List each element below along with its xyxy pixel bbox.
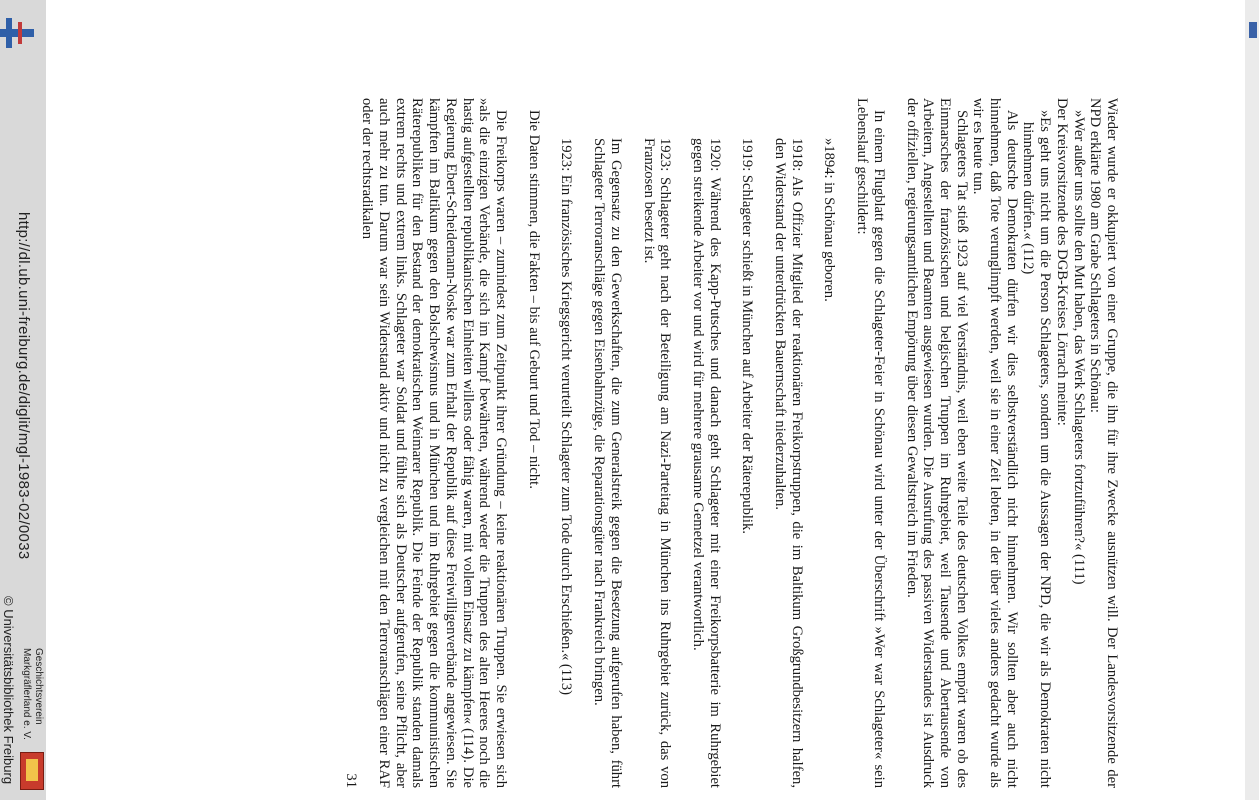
quote: »Es geht uns nicht um die Person Schlageters, sondern um die Aussagen der NPD, die wir als Demokraten nicht hinnehmen dürfen.« (112) [1020, 110, 1054, 788]
timeline-entry: 1920: Während des Kapp-Putsches und danach geht Schlageter mit einer Freikorpsbatterie im Ruhrgebiet gegen streikende Arbeiter vor und wird für mehrere grausame Gemetzel verantwortlich. [689, 138, 723, 788]
timeline-entry: 1923: Schlageter geht nach der Beteiligung am Nazi-Parteitag in München ins Ruhrgebiet zurück, das von Franzosen besetzt ist. [640, 138, 674, 788]
library-logo-fragment-icon [1249, 22, 1257, 38]
coat-of-arms-icon [20, 752, 44, 790]
timeline-entry: Im Gegensatz zu den Gewerkschaften, die zum Generalstreik gegen die Besetzung aufgerufen haben, führt Schlageter Terroranschläge gegen Eisenbahnzüge, die Reparationsgüter nach Frankreich bringen. [591, 138, 624, 788]
timeline-entry: »1894: in Schönau geboren. [821, 138, 838, 302]
scanner-margin-right [1245, 0, 1259, 800]
timeline-entry: 1918: Als Offizier Mitglied der reaktionären Freikorpstruppen, die im Baltikum Großgrundbesitzern halfen, den Widerstand der unterdrückten Bauernschaft niederzuhalten. [772, 138, 805, 788]
paragraph: Schlageters Tat stieß 1923 auf viel Verständnis, weil eben weite Teile des deutschen Volkes empört waren ob des Einmarsches der französischen und belgischen Truppen im Ruhrgebiet, weil Tausende und Abertausende von Arbeitern, Angestellten und Beamten ausgewiesen wurden. Die Ausrufung des passiven Widerstandes ist Ausdruck der offiziellen, regierungsamtlichen Empörung über diesen Gewaltstreich im Frieden. [903, 98, 970, 788]
paragraph: Die Daten stimmen, die Fakten – bis auf Geburt und Tod – nicht. [525, 110, 542, 489]
scanned-book-page [80, 98, 1120, 788]
timeline-entry: 1923: Ein französisches Kriegsgericht verurteilt Schlageter zum Tode durch Erschießen.« (113) [558, 138, 575, 696]
society-name-line1: Geschichtsverein [33, 648, 44, 725]
paragraph: Wieder wurde er okkupiert von einer Gruppe, die ihn für ihre Zwecke ausnützen will. Der Landesvorsitzende der NPD erklärte 1980 am Grabe Schlageters in Schönau: [1087, 98, 1120, 788]
society-name-line2: Markgräflerland e. V. [21, 648, 32, 740]
paragraph: Als deutsche Demokraten dürfen wir dies selbstverständlich nicht hinnehmen. Wir sollten aber auch nicht hinnehmen, daß Tote verunglimpft werden, weil sie in einer Zeit lebten, in der über vieles anders gedacht wurde als wir es heute tun. [970, 98, 1020, 788]
digital-library-url[interactable]: http://dl.ub.uni-freiburg.de/diglit/mgl-1983-02/0033 [15, 212, 32, 560]
page-number: 31 [342, 773, 359, 788]
paragraph: Die Freikorps waren – zumindest zum Zeitpunkt ihrer Gründung – keine reaktionären Truppen. Sie erwiesen sich »als die einzigen Verbände, die sich im Kampf bewährten, während weder die Truppen des alten Heeres noch die hastig aufgestellten republikanischen Einheiten willens oder fähig waren, mit vollem Einsatz zu kämpfen« (114). Die Regierung Ebert-Scheidemann-Noske war zum Erhalt der Republik auf diese Freiwilligenverbände angewiesen. Sie kämpften im Baltikum gegen den Bolschewismus und in München und im Ruhrgebiet gegen die kommunistischen Räterepubliken für den Bestand der demokratischen Weimarer Republik. Die Feinde der Republik standen damals extrem rechts und extrem links. Schlageter war Soldat und fühlte sich als Deutscher aufgerufen, seine Pflicht, aber auch mehr zu tun. Darum war sein Widerstand aktiv und nicht zu vergleichen mit den Terroranschlägen einer RAF oder der rechtsradikalen [359, 98, 510, 788]
quote: »Wer außer uns sollte den Mut haben, das Werk Schlageters fortzuführen?« (111) [1070, 110, 1087, 585]
paragraph: Der Kreisvorsitzende des DGB-Kreises Lörrach meinte: [1053, 98, 1070, 426]
timeline-entry: 1919: Schlageter schießt in München auf Arbeiter der Räterepublik. [739, 138, 756, 534]
paragraph: In einem Flugblatt gegen die Schlageter-Feier in Schönau wird unter der Überschrift »Wer war Schlageter« sein Lebenslauf geschildert: [854, 98, 887, 788]
copyright-notice: © Universitätsbibliothek Freiburg [1, 596, 16, 785]
university-library-logo-icon [0, 18, 34, 48]
